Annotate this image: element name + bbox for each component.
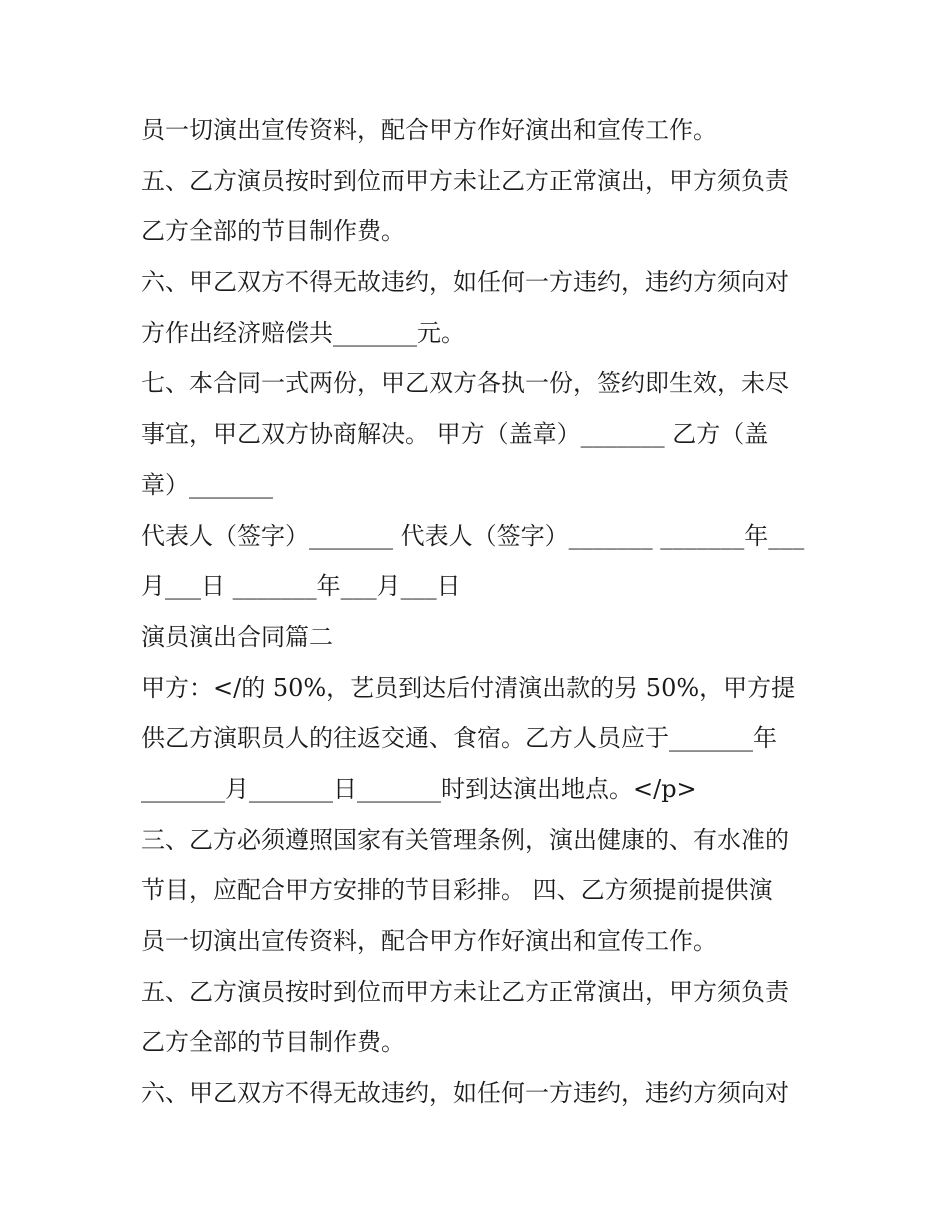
text-line: 员一切演出宣传资料，配合甲方作好演出和宣传工作。 bbox=[141, 116, 717, 144]
text-line: 六、甲乙双方不得无故违约，如任何一方违约，违约方须向对 bbox=[141, 268, 789, 297]
text-line: 甲方：</的 50%，艺员到达后付清演出款的另 50%，甲方提 bbox=[141, 673, 796, 702]
text-line: 月___日 _______年___月___日 bbox=[141, 572, 461, 601]
text-line: 五、乙方演员按时到位而甲方未让乙方正常演出，甲方须负责 bbox=[141, 166, 789, 195]
document-body bbox=[141, 105, 821, 1119]
text-line: 方作出经济赔偿共_______元。 bbox=[141, 318, 465, 347]
text-line: 三、乙方必须遵照国家有关管理条例，演出健康的、有水准的 bbox=[141, 825, 789, 854]
text-line: 供乙方演职员人的往返交通、食宿。乙方人员应于_______年 bbox=[141, 724, 777, 753]
text-line: 代表人（签字）_______ 代表人（签字）_______ _______年___ bbox=[141, 521, 805, 550]
text-line: 乙方全部的节目制作费。 bbox=[141, 217, 405, 246]
text-line: 员一切演出宣传资料，配合甲方作好演出和宣传工作。 bbox=[141, 927, 717, 955]
text-line: 六、甲乙双方不得无故违约，如任何一方违约，违约方须向对 bbox=[141, 1079, 789, 1108]
text-line: 乙方全部的节目制作费。 bbox=[141, 1028, 405, 1057]
text-line: 五、乙方演员按时到位而甲方未让乙方正常演出，甲方须负责 bbox=[141, 977, 789, 1006]
text-line: 节目，应配合甲方安排的节目彩排。 四、乙方须提前提供演 bbox=[141, 876, 773, 905]
section-heading: 演员演出合同篇二 bbox=[141, 622, 333, 651]
text-line: 章）_______ bbox=[141, 470, 273, 499]
text-line: 事宜，甲乙双方协商解决。 甲方（盖章）_______ 乙方（盖 bbox=[141, 420, 769, 449]
text-line: _______月_______日_______时到达演出地点。</p> bbox=[141, 774, 697, 803]
text-line: 七、本合同一式两份，甲乙双方各执一份，签约即生效，未尽 bbox=[141, 369, 789, 398]
